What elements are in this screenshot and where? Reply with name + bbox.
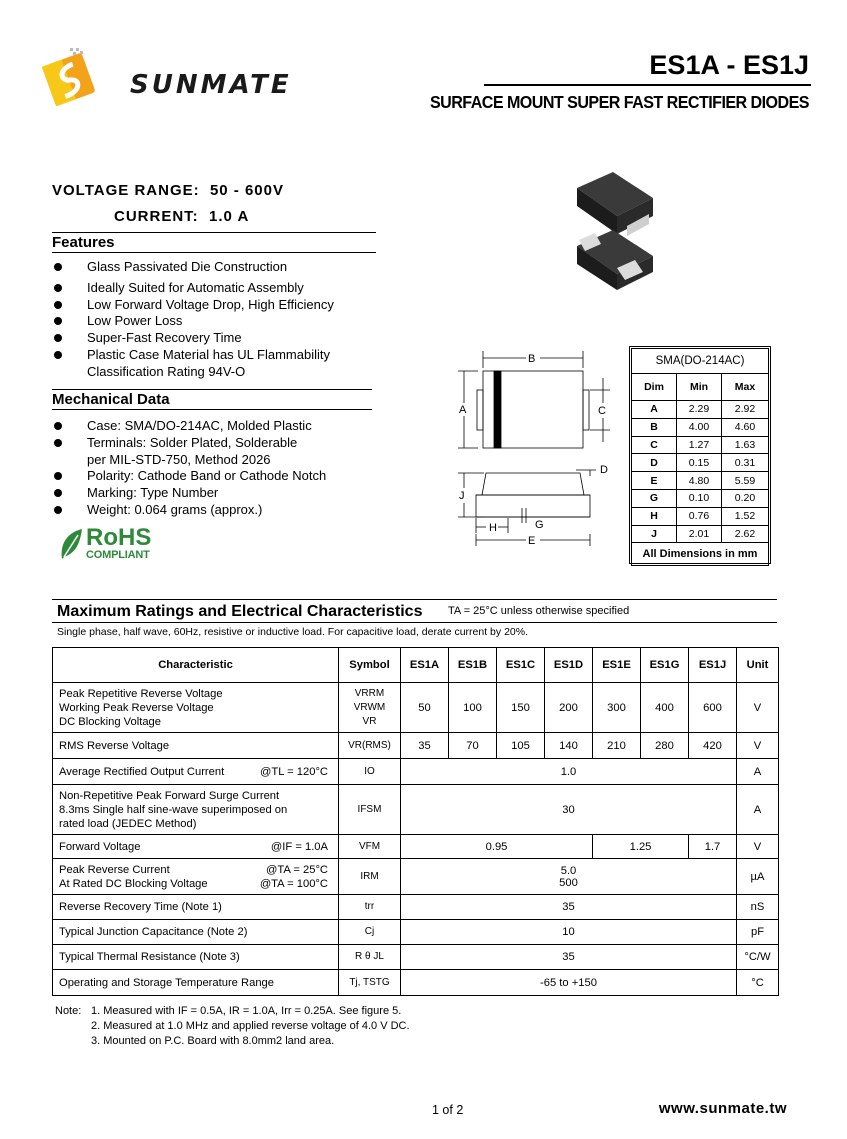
value-cell: 420	[689, 733, 737, 759]
unit-cell: V	[737, 733, 779, 759]
dims-dim-cell: J	[632, 525, 677, 543]
char-line: Peak Reverse Current	[59, 863, 170, 876]
ratings-heading: Maximum Ratings and Electrical Characteristics	[57, 603, 423, 620]
char-cell: Reverse Recovery Time (Note 1)	[53, 895, 339, 920]
char-cell	[53, 859, 339, 895]
char-line: 8.3ms Single half sine-wave superimposed on	[59, 803, 288, 816]
part-range-title: ES1A - ES1J	[649, 50, 809, 80]
dims-dim-cell: G	[632, 489, 677, 507]
value-cell: 200	[545, 683, 593, 733]
mechanical-heading: Mechanical Data	[52, 391, 372, 410]
electrical-characteristics-table	[52, 647, 779, 996]
website-link[interactable]: www.sunmate.tw	[658, 1100, 787, 1117]
col-header: ES1E	[593, 648, 641, 683]
unit-cell: V	[737, 835, 779, 859]
dims-row	[632, 489, 769, 507]
rohs-badge	[58, 524, 158, 563]
dims-header: Min	[677, 374, 722, 401]
condition-text: @TA = 25°C	[266, 864, 328, 876]
table-row	[53, 759, 779, 785]
table-row	[53, 920, 779, 945]
table-row	[53, 970, 779, 996]
condition-text: @TA = 100°C	[259, 878, 328, 890]
char-cell: Typical Junction Capacitance (Note 2)	[53, 920, 339, 945]
dims-dim-cell: D	[632, 454, 677, 472]
value-cell: 140	[545, 733, 593, 759]
dims-value-cell: 1.52	[722, 507, 769, 525]
dims-dim-cell: B	[632, 418, 677, 436]
dims-footer: All Dimensions in mm	[632, 543, 769, 566]
dims-row	[632, 507, 769, 525]
feature-item: Glass Passivated Die Construction	[52, 259, 334, 276]
dims-value-cell: 5.59	[722, 472, 769, 490]
dims-value-cell: 2.29	[677, 401, 722, 419]
note-item: 3. Mounted on P.C. Board with 8.0mm2 land area.	[91, 1035, 335, 1047]
unit-cell: µA	[737, 859, 779, 895]
value-line: 5.0	[560, 864, 577, 877]
col-header: ES1J	[689, 648, 737, 683]
dims-header: Max	[722, 374, 769, 401]
symbol-cell: VFM	[339, 835, 401, 859]
dims-row	[632, 472, 769, 490]
mechanical-item: Terminals: Solder Plated, Solderable	[52, 435, 326, 452]
current-value: 1.0 A	[209, 208, 250, 225]
col-header: Symbol	[339, 648, 401, 683]
value-cell: 50	[401, 683, 449, 733]
page-number: 1 of 2	[432, 1103, 464, 1117]
dims-dim-cell: H	[632, 507, 677, 525]
unit-cell: V	[737, 683, 779, 733]
dims-value-cell: 1.63	[722, 436, 769, 454]
col-header: ES1A	[401, 648, 449, 683]
value-cell: 1.0	[401, 759, 737, 785]
dim-label-e: E	[528, 535, 536, 547]
col-header: ES1D	[545, 648, 593, 683]
unit-cell: pF	[737, 920, 779, 945]
dims-header: Dim	[632, 374, 677, 401]
char-line: Working Peak Reverse Voltage	[59, 701, 214, 714]
current-label: CURRENT:	[114, 208, 199, 225]
char-line: DC Blocking Voltage	[59, 715, 161, 728]
col-header: ES1G	[641, 648, 689, 683]
dims-row	[632, 436, 769, 454]
ratings-top-rule	[52, 599, 777, 600]
dim-label-b: B	[528, 353, 536, 365]
dimensions-table	[631, 348, 769, 566]
mechanical-item-continued: per MIL-STD-750, Method 2026	[87, 451, 271, 467]
unit-cell: nS	[737, 895, 779, 920]
char-line: At Rated DC Blocking Voltage	[59, 877, 208, 890]
features-list	[52, 259, 334, 381]
value-line: 500	[559, 876, 578, 889]
symbol-cell: IFSM	[339, 785, 401, 835]
dims-value-cell: 0.20	[722, 489, 769, 507]
note-item: 2. Measured at 1.0 MHz and applied reverse voltage of 4.0 V DC.	[91, 1020, 410, 1032]
value-cell: 1.25	[593, 835, 689, 859]
title-divider	[484, 84, 811, 86]
table-row	[53, 785, 779, 835]
dims-value-cell: 2.62	[722, 525, 769, 543]
col-header: Unit	[737, 648, 779, 683]
char-cell	[53, 835, 339, 859]
feature-item: Low Forward Voltage Drop, High Efficiency	[52, 297, 334, 314]
value-cell: 280	[641, 733, 689, 759]
char-cell: Operating and Storage Temperature Range	[53, 970, 339, 996]
dims-row	[632, 401, 769, 419]
symbol-line: VR	[362, 715, 377, 727]
col-header: ES1C	[497, 648, 545, 683]
ratings-mid-rule	[52, 622, 777, 623]
brand-wordmark: SUNMATE	[130, 70, 292, 100]
symbol-cell: IO	[339, 759, 401, 785]
symbol-cell: IRM	[339, 859, 401, 895]
package-photo-icon	[565, 168, 665, 293]
char-text: Forward Voltage	[59, 840, 141, 853]
symbol-line: VRRM	[354, 687, 385, 699]
rohs-text: RoHS	[86, 524, 152, 551]
value-cell: 30	[401, 785, 737, 835]
char-text: Average Rectified Output Current	[59, 765, 225, 778]
condition-text: @TL = 120°C	[260, 765, 328, 778]
dims-value-cell: 0.76	[677, 507, 722, 525]
value-cell: 70	[449, 733, 497, 759]
dims-value-cell: 4.00	[677, 418, 722, 436]
ratings-condition: TA = 25°C unless otherwise specified	[448, 605, 630, 617]
feature-item: Plastic Case Material has UL Flammability	[52, 347, 334, 364]
dims-value-cell: 0.10	[677, 489, 722, 507]
document-subtitle: SURFACE MOUNT SUPER FAST RECTIFIER DIODES	[429, 92, 809, 112]
dims-title: SMA(DO-214AC)	[632, 349, 769, 374]
char-cell: RMS Reverse Voltage	[53, 733, 339, 759]
dim-label-d: D	[600, 464, 608, 476]
value-cell: 35	[401, 733, 449, 759]
dims-value-cell: 4.60	[722, 418, 769, 436]
char-cell: Typical Thermal Resistance (Note 3)	[53, 945, 339, 970]
table-row	[53, 835, 779, 859]
feature-item: Ideally Suited for Automatic Assembly	[52, 280, 334, 297]
rohs-compliant-text: COMPLIANT	[86, 549, 150, 561]
dim-label-j: J	[459, 490, 465, 502]
char-line: Peak Repetitive Reverse Voltage	[59, 687, 223, 700]
features-top-rule	[52, 232, 376, 233]
value-cell: 0.95	[401, 835, 593, 859]
symbol-cell: trr	[339, 895, 401, 920]
char-cell	[53, 785, 339, 835]
dims-value-cell: 2.01	[677, 525, 722, 543]
package-outline-drawing	[448, 348, 618, 548]
char-line: rated load (JEDEC Method)	[59, 817, 197, 830]
value-cell: 400	[641, 683, 689, 733]
mechanical-item: Weight: 0.064 grams (approx.)	[52, 502, 326, 519]
col-header: Characteristic	[53, 648, 339, 683]
value-cell: 35	[401, 945, 737, 970]
dims-value-cell: 2.92	[722, 401, 769, 419]
dims-dim-cell: E	[632, 472, 677, 490]
dims-row	[632, 525, 769, 543]
mechanical-top-rule	[52, 389, 372, 390]
notes-label: Note:	[55, 1005, 82, 1017]
sunmate-logo-icon	[40, 48, 100, 108]
voltage-range	[52, 182, 284, 199]
rohs-leaf-icon	[58, 527, 84, 561]
dims-value-cell: 4.80	[677, 472, 722, 490]
condition-text: @IF = 1.0A	[270, 840, 328, 853]
note-item: 1. Measured with IF = 0.5A, IR = 1.0A, Irr = 0.25A. See figure 5.	[91, 1005, 402, 1017]
symbol-line: VRWM	[353, 701, 386, 713]
dims-row	[632, 454, 769, 472]
table-row	[53, 859, 779, 895]
value-cell	[401, 859, 737, 895]
value-cell: 10	[401, 920, 737, 945]
value-cell: 150	[497, 683, 545, 733]
char-cell	[53, 683, 339, 733]
mechanical-item: Marking: Type Number	[52, 485, 326, 502]
voltage-range-label: VOLTAGE RANGE:	[52, 182, 200, 199]
table-row	[53, 733, 779, 759]
unit-cell: A	[737, 759, 779, 785]
dims-value-cell: 0.15	[677, 454, 722, 472]
value-cell: 210	[593, 733, 641, 759]
table-row	[53, 895, 779, 920]
symbol-cell: R θ JL	[339, 945, 401, 970]
mechanical-item: Polarity: Cathode Band or Cathode Notch	[52, 468, 326, 485]
symbol-cell: VR(RMS)	[339, 733, 401, 759]
char-cell	[53, 759, 339, 785]
symbol-cell	[339, 683, 401, 733]
value-cell: 100	[449, 683, 497, 733]
current-rating	[114, 208, 249, 225]
voltage-range-value: 50 - 600V	[209, 182, 284, 199]
unit-cell: A	[737, 785, 779, 835]
feature-item: Low Power Loss	[52, 313, 334, 330]
dims-dim-cell: C	[632, 436, 677, 454]
col-header: ES1B	[449, 648, 497, 683]
symbol-cell: Cj	[339, 920, 401, 945]
char-line: Non-Repetitive Peak Forward Surge Current	[59, 789, 280, 802]
dim-label-c: C	[598, 405, 606, 417]
dim-label-h: H	[489, 522, 497, 534]
ratings-note: Single phase, half wave, 60Hz, resistive or inductive load. For capacitive load, derate current by 20%.	[57, 626, 528, 638]
dim-label-a: A	[459, 404, 467, 416]
dim-label-g: G	[535, 519, 544, 531]
unit-cell: °C/W	[737, 945, 779, 970]
dims-dim-cell: A	[632, 401, 677, 419]
mechanical-list	[52, 418, 326, 519]
unit-cell: °C	[737, 970, 779, 996]
table-row	[53, 683, 779, 733]
features-heading: Features	[52, 234, 376, 253]
value-cell: 1.7	[689, 835, 737, 859]
value-cell: 105	[497, 733, 545, 759]
notes-block	[55, 1004, 410, 1049]
dims-value-cell: 1.27	[677, 436, 722, 454]
symbol-cell: Tj, TSTG	[339, 970, 401, 996]
mechanical-item: Case: SMA/DO-214AC, Molded Plastic	[52, 418, 326, 435]
table-row	[53, 945, 779, 970]
value-cell: 600	[689, 683, 737, 733]
value-cell: 300	[593, 683, 641, 733]
feature-item: Super-Fast Recovery Time	[52, 330, 334, 347]
dims-row	[632, 418, 769, 436]
feature-item-continued: Classification Rating 94V-O	[87, 363, 246, 379]
value-cell: -65 to +150	[401, 970, 737, 996]
value-cell: 35	[401, 895, 737, 920]
dims-value-cell: 0.31	[722, 454, 769, 472]
